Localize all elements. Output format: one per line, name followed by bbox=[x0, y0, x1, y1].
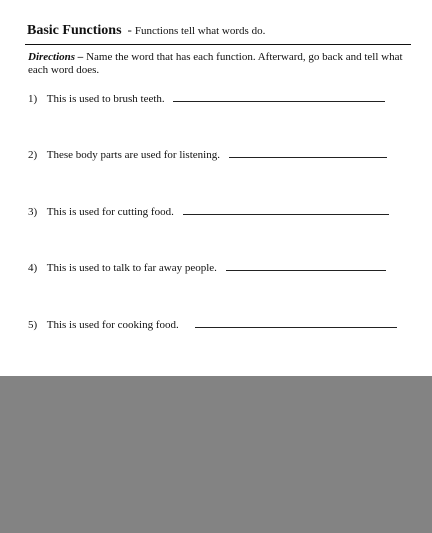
directions bbox=[28, 51, 408, 77]
question-4 bbox=[28, 261, 418, 275]
question-number: 4) bbox=[28, 262, 38, 274]
question-number: 2) bbox=[28, 149, 38, 161]
question-number: 3) bbox=[28, 206, 38, 218]
answer-blank[interactable] bbox=[195, 318, 397, 328]
question-3 bbox=[28, 205, 418, 219]
header-divider bbox=[25, 44, 411, 45]
question-5 bbox=[28, 318, 418, 332]
directions-label: Directions – bbox=[28, 51, 84, 63]
worksheet-title: Basic Functions bbox=[27, 23, 122, 38]
gray-overlay bbox=[0, 376, 432, 533]
question-1 bbox=[28, 92, 418, 106]
title-separator: - bbox=[127, 22, 132, 37]
question-text: These body parts are used for listening. bbox=[46, 149, 220, 161]
question-number: 5) bbox=[28, 319, 38, 331]
answer-blank[interactable] bbox=[173, 92, 385, 102]
worksheet-header bbox=[27, 22, 265, 39]
answer-blank[interactable] bbox=[226, 261, 386, 271]
answer-blank[interactable] bbox=[229, 148, 387, 158]
worksheet-subtitle: Functions tell what words do. bbox=[134, 25, 266, 37]
question-text: This is used to brush teeth. bbox=[46, 93, 165, 105]
question-text: This is used for cutting food. bbox=[46, 206, 174, 218]
question-number: 1) bbox=[28, 93, 38, 105]
question-2 bbox=[28, 148, 418, 162]
question-text: This is used to talk to far away people. bbox=[46, 262, 217, 274]
answer-blank[interactable] bbox=[183, 205, 389, 215]
question-text: This is used for cooking food. bbox=[46, 319, 179, 331]
directions-text: Name the word that has each function. Afterward, go back and tell what each word does. bbox=[28, 51, 403, 76]
